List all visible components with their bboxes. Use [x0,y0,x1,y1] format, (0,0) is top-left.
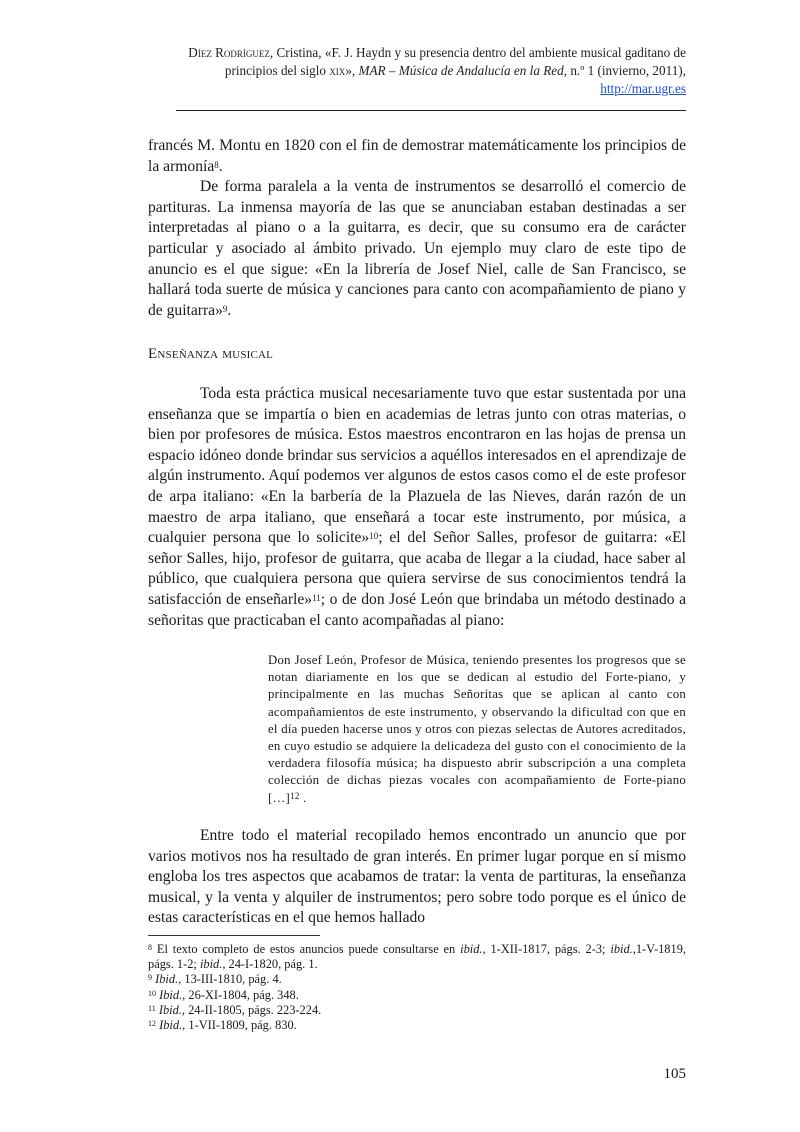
page-number: 105 [663,1066,686,1082]
footnote-ref-12[interactable]: 12 [290,790,300,801]
body-text-bottom [148,826,686,929]
header-rule [176,110,686,111]
journal-url-link[interactable]: http://mar.ugr.es [600,81,686,96]
footnote-ref-11[interactable]: 11 [312,592,321,603]
paragraph-2: De forma paralela a la venta de instrumentos se desarrolló el comercio de partituras. La inmensa mayoría de las que se anunciaban estaban destinadas a ser interpretadas al piano o a la guitarra, es decir, que su consumo era de carácter particular y asociado al ámbito privado. Un ejemplo muy claro de este tipo de anuncio es el que sigue: «En la librería de Josef Niel, calle de San Francisco, se hallará toda suerte de música y canciones para canto con acompañamiento de piano y de guitarra»$^9$. [148,178,686,319]
century: xix [329,63,346,78]
footnotes [148,942,686,1033]
body-text-top [148,136,686,321]
footnote-10: $^{10}$ Ibid., 26-XI-1804, pág. 348. [148,987,299,1002]
footnote-12: $^{12}$ Ibid., 1-VII-1809, pág. 830. [148,1018,297,1033]
header-line-2b: », [345,63,359,78]
journal-title: MAR – Música de Andalucía en la Red [358,63,564,78]
footnote-ref-8[interactable]: 8 [214,159,219,170]
body-text-middle [148,384,686,631]
footnote-9: $^9$ Ibid., 13-III-1810, pág. 4. [148,972,282,987]
paragraph-4: Entre todo el material recopilado hemos encontrado un anuncio que por varios motivos nos ha resultado de gran interés. En primer lugar porque en sí mismo engloba los tres aspectos que acabamos de tratar: la venta de partituras, la enseñanza musical, y la venta y alquiler de instrumentos; pero sobre todo porque es el único de estas características en el que hemos hallado [148,827,686,927]
footnote-rule [148,935,320,936]
paragraph-1: francés M. Montu en 1820 con el fin de demostrar matemáticamente los principios de la armonía$^8$. [148,137,686,175]
footnote-ref-9[interactable]: 9 [222,303,228,314]
header-line-2c: , n.º 1 (invierno, 2011), [563,63,686,78]
paragraph-3: Toda esta práctica musical necesariamente tuvo que estar sustentada por una enseñanza que se impartía o bien en academias de letras junto con otras materias, o bien por profesores de música. Estos maestros encontraron en las hojas de prensa un espacio idóneo donde brindar sus servicios a aquéllos interesados en el aprendizaje de algún instrumento. Aquí podemos ver algunos de estos casos como el de este profesor de arpa italiano: «En la barbería de la Plazuela de las Nieves, darán razón de un maestro de arpa italiano, que enseñará a tocar este instrumento, por música, a cualquier persona que lo solicite»$^{10}$; el del Señor Salles, profesor de guitarra: «El señor Salles, hijo, profesor de guitarra, que acaba de llegar a la ciudad, hace saber al público, que cualquiera persona que quiera servirse de sus conocimientos tendrá la satisfacción de enseñarle»$^{11}$; o de don José León que brindaba un método destinado a señoritas que practicaban el canto acompañadas al piano: [148,385,687,629]
header-line-1: , Cristina, «F. J. Haydn y su presencia dentro del ambiente musical gaditano de [269,45,686,60]
header-line-2a: principios del siglo [224,63,330,78]
footnote-8: $^8$ El texto completo de estos anuncios puede consultarse en ibid., 1-XII-1817, págs. 2-3; ibid.,1-V-1819, págs. 1-2; ibid., 24-I-1820, pág. 1. [148,942,686,972]
block-quote: Don Josef León, Profesor de Música, teniendo presentes los progresos que se notan diariamente en los que se dedican al estudio del Forte-piano, y principalmente en las muchas Señoritas que se aplican al canto con acompañamientos de este instrumento, y observando la dificultad con que en el día pueden hacerse unos y otros con piezas selectas de Autores acreditados, en cuyo estudio se adquiere la delicadeza del gusto con el conocimiento de la verdadera filosofía música; ha dispuesto abrir subscripción a una completa colección de dichas piezas vocales con acompañamiento de Forte-piano […]$^{12}$ . [268,653,686,805]
section-title: Enseñanza musical [148,346,274,362]
author-surname: Díez Rodríguez [188,45,270,60]
footnote-ref-10[interactable]: 10 [369,531,379,542]
footnote-11: $^{11}$ Ibid., 24-II-1805, págs. 223-224. [148,1002,322,1017]
running-header [160,44,686,98]
